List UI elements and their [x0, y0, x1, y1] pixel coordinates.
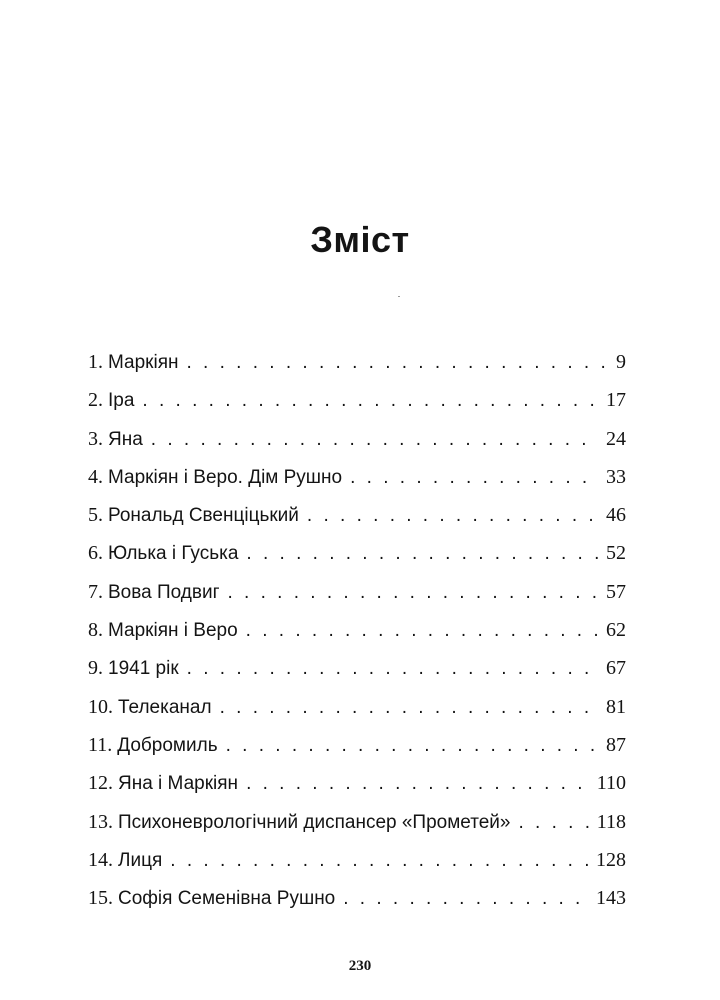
- toc-entry-page: 46: [606, 504, 626, 527]
- toc-entry-number: 5.: [88, 504, 103, 527]
- toc-entry-title: Телеканал: [118, 696, 212, 718]
- toc-leader-dots: [187, 650, 598, 688]
- toc-entry: [88, 611, 626, 649]
- toc-entry: [88, 343, 626, 381]
- toc-entry-number: 14.: [88, 848, 113, 871]
- toc-entry: [88, 649, 626, 687]
- toc-entry-page: 87: [606, 733, 626, 756]
- toc-entry-page: 33: [606, 465, 626, 488]
- toc-entry-page: 24: [606, 427, 626, 450]
- toc-entry-number: 12.: [88, 772, 113, 795]
- page-title: Зміст: [310, 219, 410, 260]
- toc-entry-page: 110: [596, 772, 626, 795]
- toc-entry-page: 118: [596, 810, 626, 833]
- toc-entry-title: Добромиль: [117, 734, 218, 756]
- toc-leader-dots: [246, 612, 598, 650]
- toc-entry-page: 17: [606, 389, 626, 412]
- toc-entry-title: Маркіян і Веро. Дім Рушно: [108, 466, 343, 488]
- toc-entry: [88, 803, 626, 841]
- toc-entry-title: Маркіян: [108, 352, 179, 373]
- toc-entry-title: Лиця: [118, 849, 163, 871]
- toc-entry-number: 7.: [88, 580, 103, 603]
- toc-entry: [88, 534, 626, 572]
- scan-speck: [398, 296, 400, 297]
- toc-entry-page: 81: [606, 695, 626, 718]
- toc-entry: [88, 879, 626, 917]
- toc-entry: [88, 688, 626, 726]
- toc-entry-page: 52: [606, 542, 626, 565]
- toc-leader-dots: [187, 344, 609, 382]
- toc-leader-dots: [228, 574, 599, 612]
- toc-leader-dots: [246, 765, 589, 803]
- toc-entry: [88, 496, 626, 534]
- toc-entry-number: 13.: [88, 810, 113, 833]
- toc-leader-dots: [151, 421, 598, 459]
- toc-leader-dots: [226, 727, 598, 765]
- toc-entry-title: Рональд Свенціцький: [108, 505, 299, 527]
- toc-entry-number: 8.: [88, 619, 103, 642]
- toc-entry-title: Яна: [108, 428, 143, 450]
- toc-entry-number: 1.: [88, 351, 103, 373]
- toc-entry-title: Юлька і Гуська: [108, 543, 239, 565]
- toc-entry-page: 57: [606, 580, 626, 603]
- toc-entry-number: 10.: [88, 695, 113, 718]
- toc-entry: [88, 841, 626, 879]
- toc-entry-number: 4.: [88, 465, 103, 488]
- toc-entry-number: 2.: [88, 389, 103, 412]
- toc-entry-page: 143: [596, 887, 626, 910]
- toc-entry-number: 15.: [88, 887, 113, 910]
- toc-entry: [88, 764, 626, 802]
- toc-leader-dots: [220, 689, 598, 727]
- toc-entry-title: Маркіян і Веро: [108, 620, 238, 642]
- toc-entry-title: Психоневрологічний диспансер «Прометей»: [118, 811, 511, 833]
- toc-entry-title: Іра: [108, 390, 135, 412]
- toc-entry-page: 128: [596, 848, 626, 871]
- toc-entry-page: 62: [606, 619, 626, 642]
- toc-leader-dots: [170, 842, 588, 880]
- toc-entry: [88, 420, 626, 458]
- toc-entry: [88, 458, 626, 496]
- toc-entry-number: 11.: [88, 733, 113, 756]
- toc-leader-dots: [307, 497, 598, 535]
- toc-entry-title: Софія Семенівна Рушно: [118, 888, 336, 910]
- toc-entry: [88, 381, 626, 419]
- toc-entry-number: 3.: [88, 427, 103, 450]
- toc-entry: [88, 573, 626, 611]
- toc-leader-dots: [518, 804, 588, 842]
- toc-leader-dots: [142, 382, 598, 420]
- toc-entry-number: 9.: [88, 657, 103, 680]
- page-number: 230: [348, 958, 372, 974]
- toc-leader-dots: [343, 880, 588, 918]
- table-of-contents: [88, 343, 626, 917]
- toc-leader-dots: [350, 459, 598, 497]
- toc-entry-page: 9: [616, 351, 626, 373]
- toc-entry-number: 6.: [88, 542, 103, 565]
- toc-entry: [88, 726, 626, 764]
- toc-leader-dots: [246, 535, 598, 573]
- toc-entry-title: Яна і Маркіян: [118, 773, 239, 795]
- toc-entry-title: 1941 рік: [108, 658, 179, 680]
- toc-entry-title: Вова Подвиг: [108, 581, 220, 603]
- toc-entry-page: 67: [606, 657, 626, 680]
